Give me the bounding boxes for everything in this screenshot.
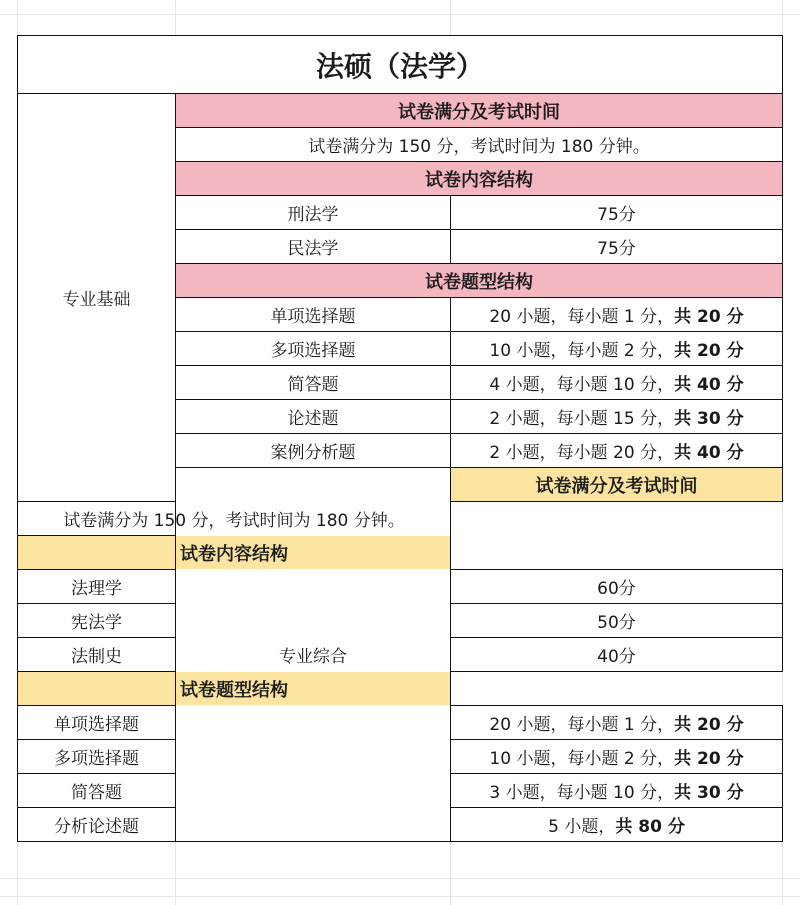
score-time-text: 试卷满分为 150 分，考试时间为 180 分钟。 xyxy=(176,128,783,162)
question-total: 共 40 分 xyxy=(674,375,744,395)
subject-score-cell: 75分 xyxy=(451,196,783,230)
question-detail-cell xyxy=(451,740,783,774)
question-type-cell: 论述题 xyxy=(176,400,451,434)
question-desc: 2 小题，每小题 20 分， xyxy=(489,443,675,463)
question-detail-cell xyxy=(451,366,783,400)
question-type-cell: 简答题 xyxy=(176,366,451,400)
subject-cell: 刑法学 xyxy=(176,196,451,230)
question-total: 共 40 分 xyxy=(674,443,744,463)
score-time-header: 试卷满分及考试时间 xyxy=(451,468,783,502)
question-total: 共 20 分 xyxy=(674,307,744,327)
subject-score-cell: 60分 xyxy=(451,570,783,604)
question-detail-cell xyxy=(451,400,783,434)
question-type-header: 试卷题型结构 xyxy=(18,672,451,706)
question-type-cell: 单项选择题 xyxy=(18,706,176,740)
question-type-cell: 简答题 xyxy=(18,774,176,808)
section-label-basic: 专业基础 xyxy=(18,94,176,502)
question-desc: 2 小题，每小题 15 分， xyxy=(489,409,675,429)
question-desc: 20 小题，每小题 1 分， xyxy=(489,307,675,327)
question-detail-cell xyxy=(451,434,783,468)
question-total: 共 30 分 xyxy=(674,409,744,429)
question-total: 共 20 分 xyxy=(674,749,744,769)
question-type-cell: 多项选择题 xyxy=(18,740,176,774)
question-total: 共 80 分 xyxy=(615,817,685,837)
section-label-comprehensive: 专业综合 xyxy=(176,468,451,842)
question-detail-cell xyxy=(451,774,783,808)
question-total: 共 30 分 xyxy=(674,783,744,803)
subject-cell: 宪法学 xyxy=(18,604,176,638)
question-total: 共 20 分 xyxy=(674,341,744,361)
question-desc: 5 小题， xyxy=(548,817,616,837)
question-desc: 4 小题，每小题 10 分， xyxy=(489,375,675,395)
subject-score-cell: 40分 xyxy=(451,638,783,672)
page-title: 法硕（法学） xyxy=(18,36,783,94)
question-type-cell: 分析论述题 xyxy=(18,808,176,842)
subject-score-cell: 75分 xyxy=(451,230,783,264)
question-desc: 20 小题，每小题 1 分， xyxy=(489,715,675,735)
question-type-cell: 案例分析题 xyxy=(176,434,451,468)
question-total: 共 20 分 xyxy=(674,715,744,735)
question-type-header: 试卷题型结构 xyxy=(176,264,783,298)
exam-structure-table xyxy=(17,35,783,842)
question-desc: 10 小题，每小题 2 分， xyxy=(489,749,675,769)
score-time-text: 试卷满分为 150 分，考试时间为 180 分钟。 xyxy=(18,502,451,536)
question-type-cell: 多项选择题 xyxy=(176,332,451,366)
score-time-header: 试卷满分及考试时间 xyxy=(176,94,783,128)
question-detail-cell xyxy=(451,298,783,332)
content-structure-header: 试卷内容结构 xyxy=(176,162,783,196)
question-type-cell: 单项选择题 xyxy=(176,298,451,332)
content-structure-header: 试卷内容结构 xyxy=(18,536,451,570)
question-detail-cell xyxy=(451,706,783,740)
question-desc: 3 小题，每小题 10 分， xyxy=(489,783,675,803)
subject-cell: 民法学 xyxy=(176,230,451,264)
question-detail-cell xyxy=(451,332,783,366)
question-desc: 10 小题，每小题 2 分， xyxy=(489,341,675,361)
subject-score-cell: 50分 xyxy=(451,604,783,638)
question-detail-cell xyxy=(451,808,783,842)
subject-cell: 法制史 xyxy=(18,638,176,672)
subject-cell: 法理学 xyxy=(18,570,176,604)
